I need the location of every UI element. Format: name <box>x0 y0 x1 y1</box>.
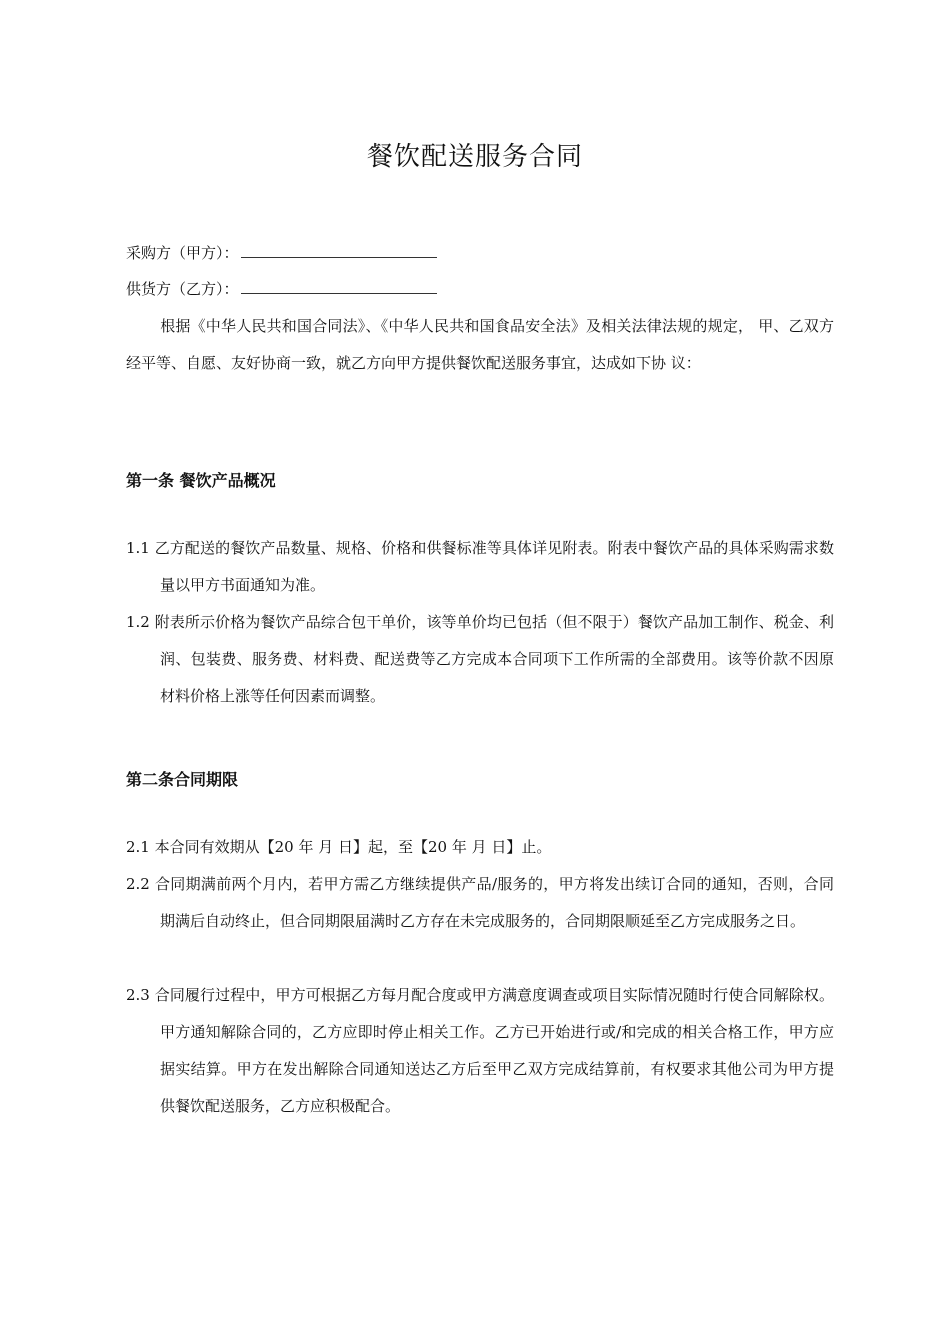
preamble-text: 根据《中华人民共和国合同法》、《中华人民共和国食品安全法》及相关法律法规的规定， 甲、乙双方经平等、自愿、友好协商一致，就乙方向甲方提供餐饮配送服务事宜，达成如下协 议： <box>126 317 834 372</box>
document-title: 餐饮配送服务合同 <box>366 142 583 172</box>
clause-1-2: 1.2 附表所示价格为餐饮产品综合包干单价，该等单价均已包括（但不限于）餐饮产品加工制作、税金、利润、包装费、服务费、材料费、配送费等乙方完成本合同项下工作所需的全部费用。该等价款不因原材料价格上涨等任何因素而调整。 <box>126 613 834 705</box>
party-b-line <box>126 278 437 299</box>
clause-1-1: 1.1 乙方配送的餐饮产品数量、规格、价格和供餐标准等具体详见附表。附表中餐饮产品的具体采购需求数量以甲方书面通知为准。 <box>126 539 834 594</box>
section-heading: 第一条 餐饮产品概况 <box>126 471 276 490</box>
clause-2-3: 2.3 合同履行过程中，甲方可根据乙方每月配合度或甲方满意度调查或项目实际情况随时行使合同解除权。甲方通知解除合同的，乙方应即时停止相关工作。乙方已开始进行或/和完成的相关合格工作，甲方应据实结算。甲方在发出解除合同通知送达乙方后至甲乙双方完成结算前，有权要求其他公司为甲方提供餐饮配送服务，乙方应积极配合。 <box>126 986 834 1115</box>
party-a-blank[interactable] <box>241 243 437 258</box>
party-a-label: 采购方（甲方）： <box>126 244 239 262</box>
clause-2-1: 2.1 本合同有效期从【20 年 月 日】起，至【20 年 月 日】止。 <box>126 838 552 856</box>
party-b-label: 供货方（乙方）： <box>126 280 239 298</box>
party-b-blank[interactable] <box>241 279 437 294</box>
party-a-line <box>126 242 437 263</box>
clause-2-2: 2.2 合同期满前两个月内，若甲方需乙方继续提供产品/服务的，甲方将发出续订合同的通知，否则，合同期满后自动终止，但合同期限届满时乙方存在未完成服务的，合同期限顺延至乙方完成服务之日。 <box>126 875 834 930</box>
preamble-paragraph <box>126 308 834 382</box>
section-heading: 第二条合同期限 <box>126 770 239 789</box>
